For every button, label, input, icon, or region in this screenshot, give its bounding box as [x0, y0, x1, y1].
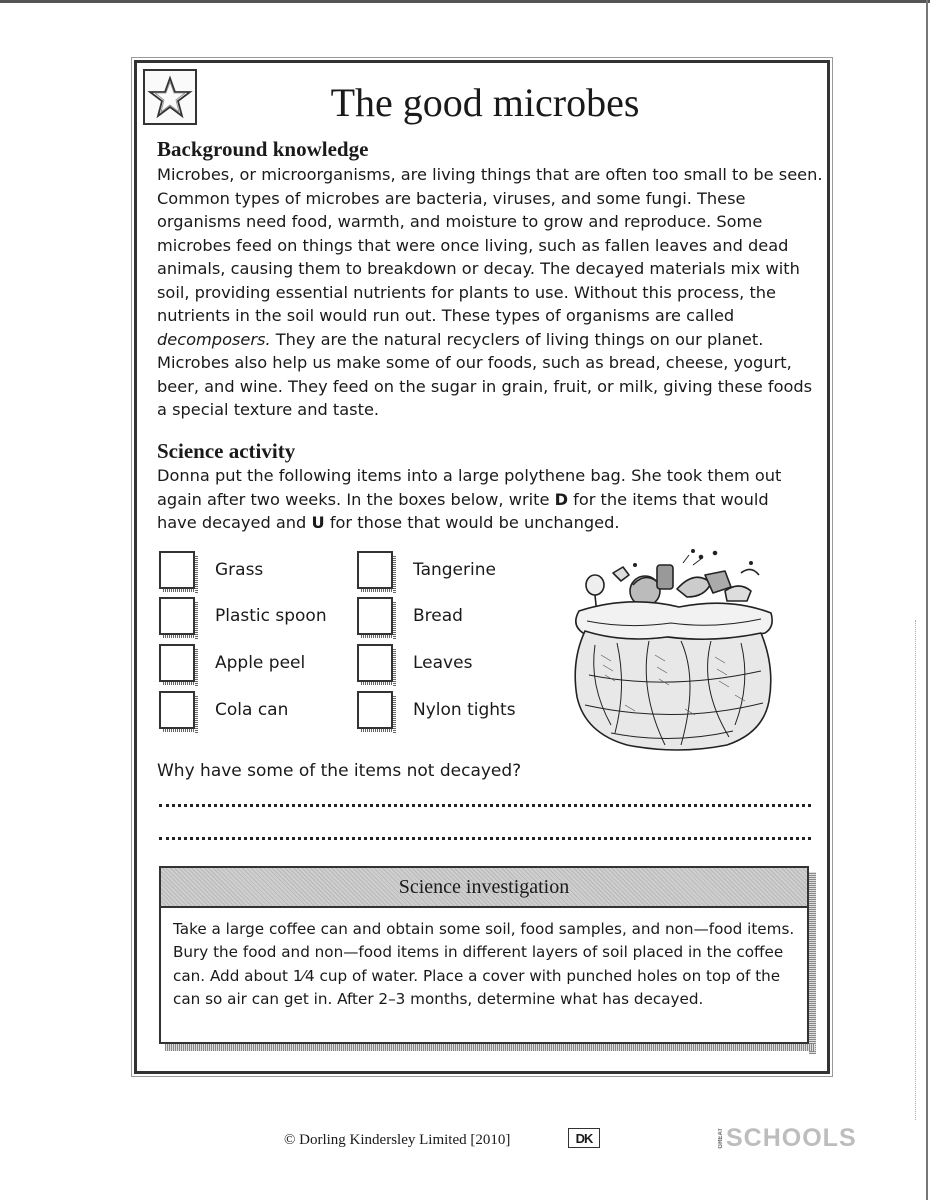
background-heading: Background knowledge: [157, 137, 369, 161]
item-leaves: [357, 643, 472, 683]
item-label: Nylon tights: [413, 700, 516, 720]
question-text: Why have some of the items not decayed?: [157, 761, 522, 781]
activity-text: Donna put the following items into a large polythene bag. She took them out again after two weeks. In the boxes below, write D for the items that would have decayed and U for those that would be unchanged.: [157, 466, 782, 532]
worksheet-frame: [134, 60, 830, 1074]
item-label: Plastic spoon: [215, 606, 327, 626]
page-edge: [0, 0, 930, 3]
page-title: The good microbes: [330, 80, 640, 125]
page-edge: [914, 620, 916, 1120]
investigation-title: Science investigation: [398, 875, 570, 898]
answer-box[interactable]: [159, 551, 195, 589]
science-investigation-box: [159, 866, 815, 1056]
item-label: Leaves: [413, 653, 473, 673]
answer-box[interactable]: [357, 644, 393, 682]
answer-box[interactable]: [357, 551, 393, 589]
investigation-text: Take a large coffee can and obtain some soil, food samples, and non—food items. Bury the food and non—food items in different layers of soil placed in the coffee can. Add about 1⁄4 cup of water. Place a cover with punched holes on top of the can so air can get in. After 2–3 months, determine what has decayed.: [173, 920, 795, 1008]
answer-box[interactable]: [357, 691, 393, 729]
activity-heading: Science activity: [157, 439, 296, 463]
greatschools-logo-small: GREAT: [718, 1127, 724, 1149]
answer-box[interactable]: [357, 597, 393, 635]
item-label: Grass: [215, 560, 264, 580]
garbage-bag-illustration: [565, 545, 785, 755]
box-shadow: [165, 1044, 815, 1051]
answer-box[interactable]: [159, 691, 195, 729]
answer-box[interactable]: [159, 597, 195, 635]
answer-line[interactable]: [159, 837, 811, 840]
greatschools-logo: [718, 1124, 857, 1152]
item-bread: [357, 596, 463, 636]
item-label: Apple peel: [215, 653, 306, 673]
item-apple-peel: [159, 643, 305, 683]
investigation-header: [159, 866, 809, 908]
item-tangerine: [357, 550, 496, 590]
investigation-body: [159, 908, 809, 1044]
answer-box[interactable]: [159, 644, 195, 682]
page-edge: [926, 0, 928, 1200]
item-cola-can: [159, 690, 288, 730]
item-grass: [159, 550, 263, 590]
item-plastic-spoon: [159, 596, 327, 636]
item-label: Bread: [413, 606, 463, 626]
background-text: Microbes, or microorganisms, are living things that are often too small to be seen. Common types of microbes are bacteria, viruses, and some fungi. These organisms need food, warmth, and moisture to grow and reproduce. Some microbes feed on things that were once living, such as fallen leaves and dead animals, causing them to breakdown or decay. The decayed materials mix with soil, providing essential nutrients for plants to use. Without this process, the nutrients in the soil would run out. These types of organisms are called decomposers. They are the natural recyclers of living things on our planet. Microbes also help us make some of our foods, such as bread, cheese, yogurt, beer, and wine. They feed on the sugar in grain, fruit, or milk, giving these foods a special texture and taste.: [157, 165, 823, 419]
item-label: Tangerine: [413, 560, 496, 580]
copyright-text: © Dorling Kindersley Limited [2010]: [284, 1132, 511, 1148]
item-label: Cola can: [215, 700, 289, 720]
answer-line[interactable]: [159, 804, 811, 807]
box-shadow: [809, 872, 816, 1054]
item-nylon-tights: [357, 690, 516, 730]
greatschools-logo-main: SCHOOLS: [726, 1123, 857, 1152]
dk-logo: DK: [568, 1128, 600, 1148]
